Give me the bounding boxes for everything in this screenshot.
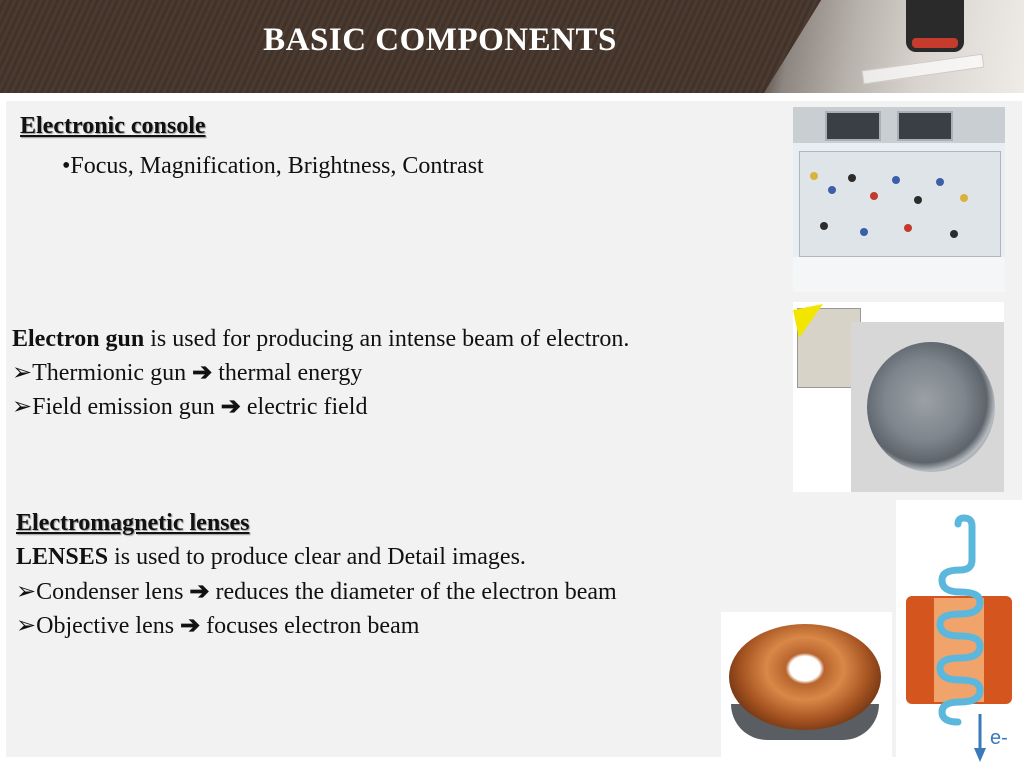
knob <box>892 176 900 184</box>
arrowhead-bullet-icon: ➢ <box>12 394 33 420</box>
arrowhead-bullet-icon: ➢ <box>12 360 33 386</box>
gun-disc-image <box>867 342 995 472</box>
lens-item-objective <box>16 609 419 643</box>
console-desk <box>793 257 1005 292</box>
control-panel <box>799 151 1001 257</box>
knob <box>914 196 922 204</box>
lenses-term: LENSES <box>16 544 109 570</box>
knob <box>810 172 818 180</box>
gun-item-result: thermal energy <box>212 360 363 386</box>
knob <box>936 178 944 186</box>
lens-item-name: Objective lens <box>36 613 181 639</box>
lens-item-result: focuses electron beam <box>200 613 420 639</box>
gun-item-field-emission <box>12 390 367 424</box>
header-banner <box>0 0 1024 93</box>
knob <box>860 228 868 236</box>
gun-plate-image <box>851 322 1004 492</box>
gun-item-name: Thermionic gun <box>32 360 193 386</box>
gun-item-result: electric field <box>240 394 368 420</box>
knob <box>828 186 836 194</box>
right-arrow-icon: ➔ <box>189 579 210 605</box>
knob <box>904 224 912 232</box>
electronic-console-photo <box>793 107 1005 292</box>
lenses-description <box>16 540 526 574</box>
lens-item-condenser <box>16 575 617 609</box>
slide-title: BASIC COMPONENTS <box>263 22 617 58</box>
lenses-desc: is used to produce clear and Detail images. <box>108 544 526 570</box>
knob <box>848 174 856 182</box>
knob <box>950 230 958 238</box>
arrowhead-bullet-icon: ➢ <box>16 613 37 639</box>
console-heading: Electronic console <box>20 113 206 139</box>
pointer-triangle-icon <box>793 302 833 342</box>
lens-ring-image <box>912 38 958 48</box>
gun-desc: is used for producing an intense beam of electron. <box>144 326 630 352</box>
gun-item-thermionic <box>12 356 362 390</box>
gun-item-name: Field emission gun <box>32 394 221 420</box>
right-arrow-icon: ➔ <box>220 394 241 420</box>
solenoid-diagram <box>896 500 1024 768</box>
electron-gun-photo <box>793 302 1004 492</box>
gun-term: Electron gun <box>12 326 145 352</box>
lens-item-result: reduces the diameter of the electron beam <box>209 579 617 605</box>
monitor-screen <box>897 111 953 141</box>
knob <box>960 194 968 202</box>
knob <box>870 192 878 200</box>
electron-helix-icon <box>896 500 1024 768</box>
electron-label: e- <box>990 727 1008 749</box>
right-arrow-icon: ➔ <box>180 613 201 639</box>
arrowhead-bullet-icon: ➢ <box>16 579 37 605</box>
gun-description <box>12 322 629 356</box>
right-arrow-icon: ➔ <box>192 360 213 386</box>
knob <box>820 222 828 230</box>
coil-ring-image <box>729 624 881 730</box>
console-bullet: •Focus, Magnification, Brightness, Contrast <box>62 153 484 179</box>
console-monitors <box>793 107 1005 143</box>
glass-slide-image <box>862 54 985 85</box>
lens-item-name: Condenser lens <box>36 579 190 605</box>
copper-coil-photo <box>721 612 892 757</box>
monitor-screen <box>825 111 881 141</box>
lenses-heading: Electromagnetic lenses <box>16 510 250 536</box>
